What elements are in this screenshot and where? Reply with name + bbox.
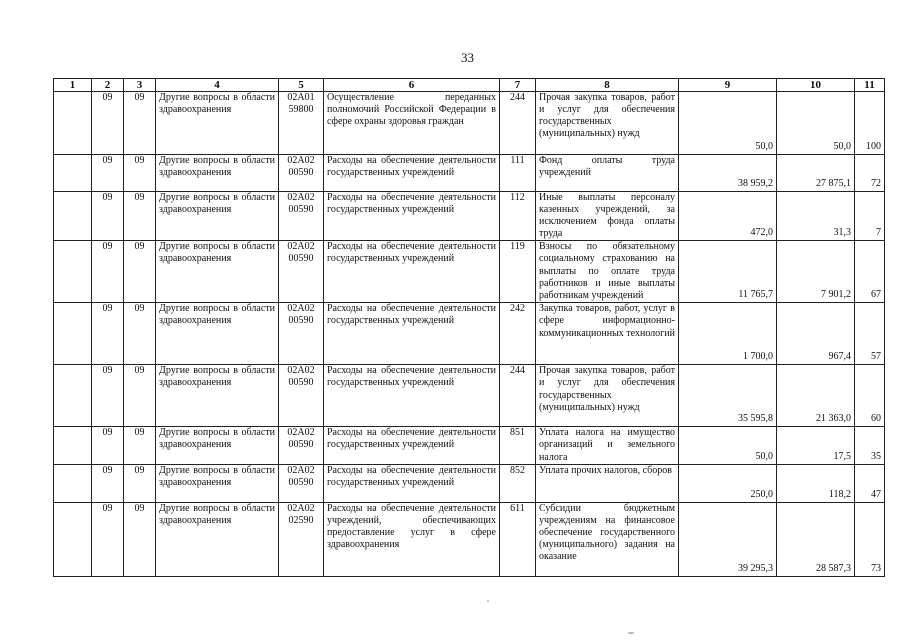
cell-number <box>54 192 92 241</box>
cell-target-name: Осуществление переданных полномочий Российской Федерации в сфере охраны здоровья граждан <box>324 92 500 155</box>
cell-section-name: Другие вопросы в области здравоохранения <box>156 464 279 502</box>
column-header: 2 <box>92 79 124 92</box>
cell-section-name: Другие вопросы в области здравоохранения <box>156 502 279 576</box>
table-row <box>54 464 885 502</box>
cell-executed: 31,3 <box>777 192 855 241</box>
cell-target-code: 02А02 00590 <box>279 155 324 192</box>
cell-expense-name: Фонд оплаты труда учреждений <box>536 155 679 192</box>
cell-expense-code: 244 <box>500 365 536 427</box>
cell-expense-code: 111 <box>500 155 536 192</box>
cell-executed: 7 901,2 <box>777 241 855 303</box>
cell-number <box>54 241 92 303</box>
column-header: 7 <box>500 79 536 92</box>
header-row <box>54 79 885 92</box>
table-row <box>54 241 885 303</box>
cell-section: 09 <box>92 464 124 502</box>
cell-subsection: 09 <box>124 464 156 502</box>
cell-section-name: Другие вопросы в области здравоохранения <box>156 92 279 155</box>
cell-expense-code: 851 <box>500 427 536 464</box>
cell-subsection: 09 <box>124 365 156 427</box>
column-header: 1 <box>54 79 92 92</box>
scan-speck <box>487 600 489 602</box>
cell-expense-name: Прочая закупка товаров, работ и услуг для обеспечения государственных (муниципальных) нужд <box>536 92 679 155</box>
cell-subsection: 09 <box>124 155 156 192</box>
cell-expense-code: 242 <box>500 303 536 365</box>
cell-executed: 50,0 <box>777 92 855 155</box>
column-header: 3 <box>124 79 156 92</box>
cell-percent: 35 <box>855 427 885 464</box>
cell-section-name: Другие вопросы в области здравоохранения <box>156 303 279 365</box>
cell-target-code: 02А02 00590 <box>279 464 324 502</box>
cell-plan: 38 959,2 <box>679 155 777 192</box>
cell-section-name: Другие вопросы в области здравоохранения <box>156 365 279 427</box>
cell-executed: 118,2 <box>777 464 855 502</box>
cell-plan: 11 765,7 <box>679 241 777 303</box>
cell-number <box>54 502 92 576</box>
column-header: 11 <box>855 79 885 92</box>
column-header: 4 <box>156 79 279 92</box>
cell-expense-code: 852 <box>500 464 536 502</box>
cell-target-code: 02А01 59800 <box>279 92 324 155</box>
cell-section-name: Другие вопросы в области здравоохранения <box>156 427 279 464</box>
cell-target-name: Расходы на обеспечение деятельности государственных учреждений <box>324 464 500 502</box>
cell-expense-name: Взносы по обязательному социальному страхованию на выплаты по оплате труда работников и иные выплаты работникам учреждений <box>536 241 679 303</box>
cell-number <box>54 92 92 155</box>
cell-target-code: 02А02 00590 <box>279 192 324 241</box>
column-header: 8 <box>536 79 679 92</box>
table-row <box>54 92 885 155</box>
cell-subsection: 09 <box>124 92 156 155</box>
cell-subsection: 09 <box>124 427 156 464</box>
cell-expense-name: Уплата прочих налогов, сборов <box>536 464 679 502</box>
cell-plan: 1 700,0 <box>679 303 777 365</box>
cell-expense-name: Субсидии бюджетным учреждениям на финансовое обеспечение государственного (муниципального) задания на оказание <box>536 502 679 576</box>
cell-expense-name: Уплата налога на имущество организаций и земельного налога <box>536 427 679 464</box>
cell-section-name: Другие вопросы в области здравоохранения <box>156 241 279 303</box>
cell-target-code: 02А02 00590 <box>279 241 324 303</box>
cell-target-name: Расходы на обеспечение деятельности государственных учреждений <box>324 155 500 192</box>
cell-section: 09 <box>92 155 124 192</box>
cell-section: 09 <box>92 303 124 365</box>
cell-plan: 50,0 <box>679 427 777 464</box>
cell-expense-code: 611 <box>500 502 536 576</box>
cell-target-name: Расходы на обеспечение деятельности учреждений, обеспечивающих предоставление услуг в сфере здравоохранения <box>324 502 500 576</box>
column-header: 10 <box>777 79 855 92</box>
cell-target-code: 02А02 00590 <box>279 303 324 365</box>
cell-section: 09 <box>92 241 124 303</box>
budget-table <box>53 78 885 577</box>
cell-target-name: Расходы на обеспечение деятельности государственных учреждений <box>324 192 500 241</box>
scan-speck <box>628 632 634 634</box>
cell-target-name: Расходы на обеспечение деятельности государственных учреждений <box>324 427 500 464</box>
table-row <box>54 502 885 576</box>
cell-percent: 57 <box>855 303 885 365</box>
cell-percent: 47 <box>855 464 885 502</box>
cell-section: 09 <box>92 427 124 464</box>
cell-number <box>54 155 92 192</box>
cell-target-name: Расходы на обеспечение деятельности государственных учреждений <box>324 365 500 427</box>
cell-executed: 17,5 <box>777 427 855 464</box>
cell-percent: 100 <box>855 92 885 155</box>
cell-section: 09 <box>92 192 124 241</box>
cell-expense-code: 119 <box>500 241 536 303</box>
table-row <box>54 192 885 241</box>
cell-target-code: 02А02 00590 <box>279 427 324 464</box>
table-row <box>54 303 885 365</box>
cell-target-name: Расходы на обеспечение деятельности государственных учреждений <box>324 241 500 303</box>
cell-expense-name: Закупка товаров, работ, услуг в сфере информационно-коммуникационных технологий <box>536 303 679 365</box>
page-number: 33 <box>461 50 474 65</box>
cell-target-name: Расходы на обеспечение деятельности государственных учреждений <box>324 303 500 365</box>
column-header: 9 <box>679 79 777 92</box>
cell-percent: 7 <box>855 192 885 241</box>
cell-plan: 250,0 <box>679 464 777 502</box>
cell-expense-code: 244 <box>500 92 536 155</box>
cell-target-code: 02А02 02590 <box>279 502 324 576</box>
cell-percent: 67 <box>855 241 885 303</box>
cell-number <box>54 427 92 464</box>
table-row <box>54 365 885 427</box>
cell-executed: 28 587,3 <box>777 502 855 576</box>
cell-expense-name: Иные выплаты персоналу казенных учреждений, за исключением фонда оплаты труда <box>536 192 679 241</box>
cell-plan: 50,0 <box>679 92 777 155</box>
cell-executed: 21 363,0 <box>777 365 855 427</box>
cell-plan: 472,0 <box>679 192 777 241</box>
cell-target-code: 02А02 00590 <box>279 365 324 427</box>
cell-executed: 27 875,1 <box>777 155 855 192</box>
table-row <box>54 155 885 192</box>
cell-expense-code: 112 <box>500 192 536 241</box>
cell-subsection: 09 <box>124 241 156 303</box>
cell-percent: 73 <box>855 502 885 576</box>
cell-plan: 39 295,3 <box>679 502 777 576</box>
cell-number <box>54 464 92 502</box>
table-row <box>54 427 885 464</box>
cell-subsection: 09 <box>124 502 156 576</box>
column-header: 5 <box>279 79 324 92</box>
cell-section: 09 <box>92 502 124 576</box>
cell-number <box>54 303 92 365</box>
cell-section: 09 <box>92 365 124 427</box>
cell-percent: 60 <box>855 365 885 427</box>
cell-section-name: Другие вопросы в области здравоохранения <box>156 192 279 241</box>
cell-number <box>54 365 92 427</box>
column-header: 6 <box>324 79 500 92</box>
cell-subsection: 09 <box>124 192 156 241</box>
cell-expense-name: Прочая закупка товаров, работ и услуг для обеспечения государственных (муниципальных) нужд <box>536 365 679 427</box>
cell-plan: 35 595,8 <box>679 365 777 427</box>
cell-section-name: Другие вопросы в области здравоохранения <box>156 155 279 192</box>
cell-executed: 967,4 <box>777 303 855 365</box>
cell-percent: 72 <box>855 155 885 192</box>
cell-section: 09 <box>92 92 124 155</box>
cell-subsection: 09 <box>124 303 156 365</box>
